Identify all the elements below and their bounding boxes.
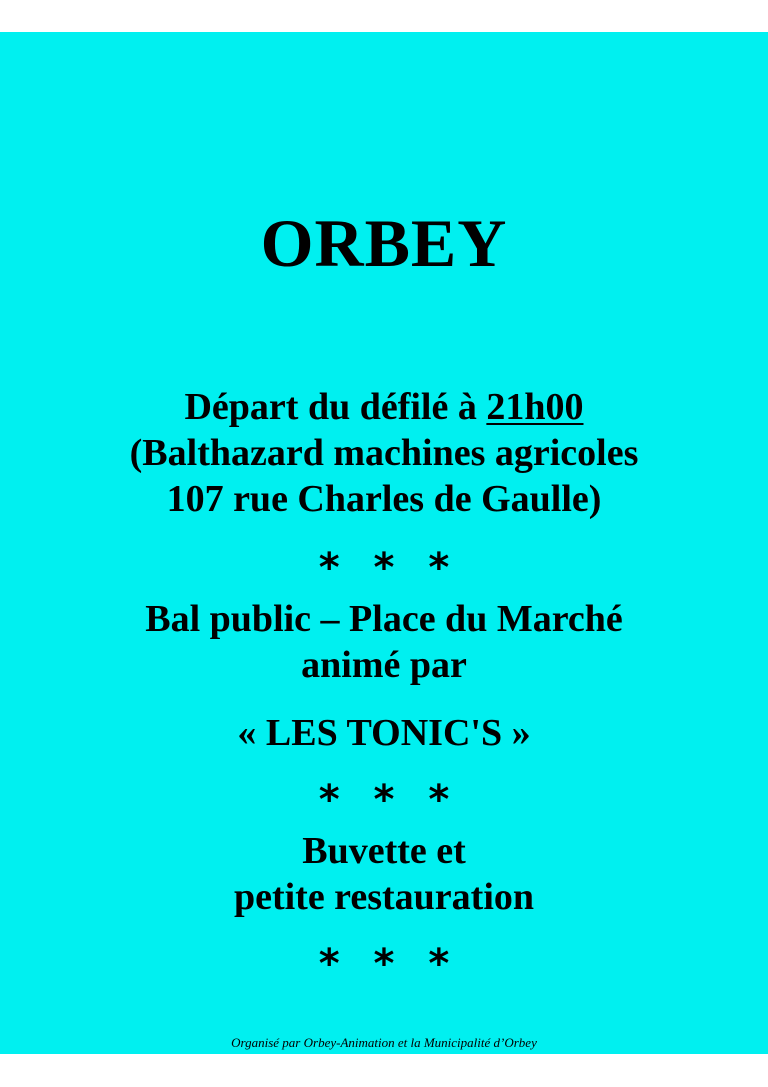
- ball-line2: animé par: [301, 644, 467, 686]
- separator-stars-3: * * *: [318, 941, 450, 987]
- refreshments-line1: Buvette et: [302, 830, 466, 872]
- separator-stars-2: * * *: [318, 777, 450, 823]
- departure-location-line2: 107 rue Charles de Gaulle): [166, 478, 602, 520]
- organizer-footer: Organisé par Orbey-Animation et la Municipalité d’Orbey: [231, 1035, 537, 1050]
- band-name: « LES TONIC'S »: [237, 712, 531, 754]
- refreshments-line2: petite restauration: [233, 876, 535, 918]
- departure-line: [0, 384, 768, 430]
- poster-title: ORBEY: [260, 205, 508, 281]
- departure-location-line1: (Balthazard machines agricoles: [129, 432, 639, 474]
- ball-line1: Bal public – Place du Marché: [145, 598, 623, 640]
- separator-stars-1: * * *: [318, 545, 450, 591]
- departure-prefix: Départ du défilé à: [184, 386, 487, 428]
- poster: [0, 32, 768, 1054]
- departure-time: 21h00: [486, 386, 584, 428]
